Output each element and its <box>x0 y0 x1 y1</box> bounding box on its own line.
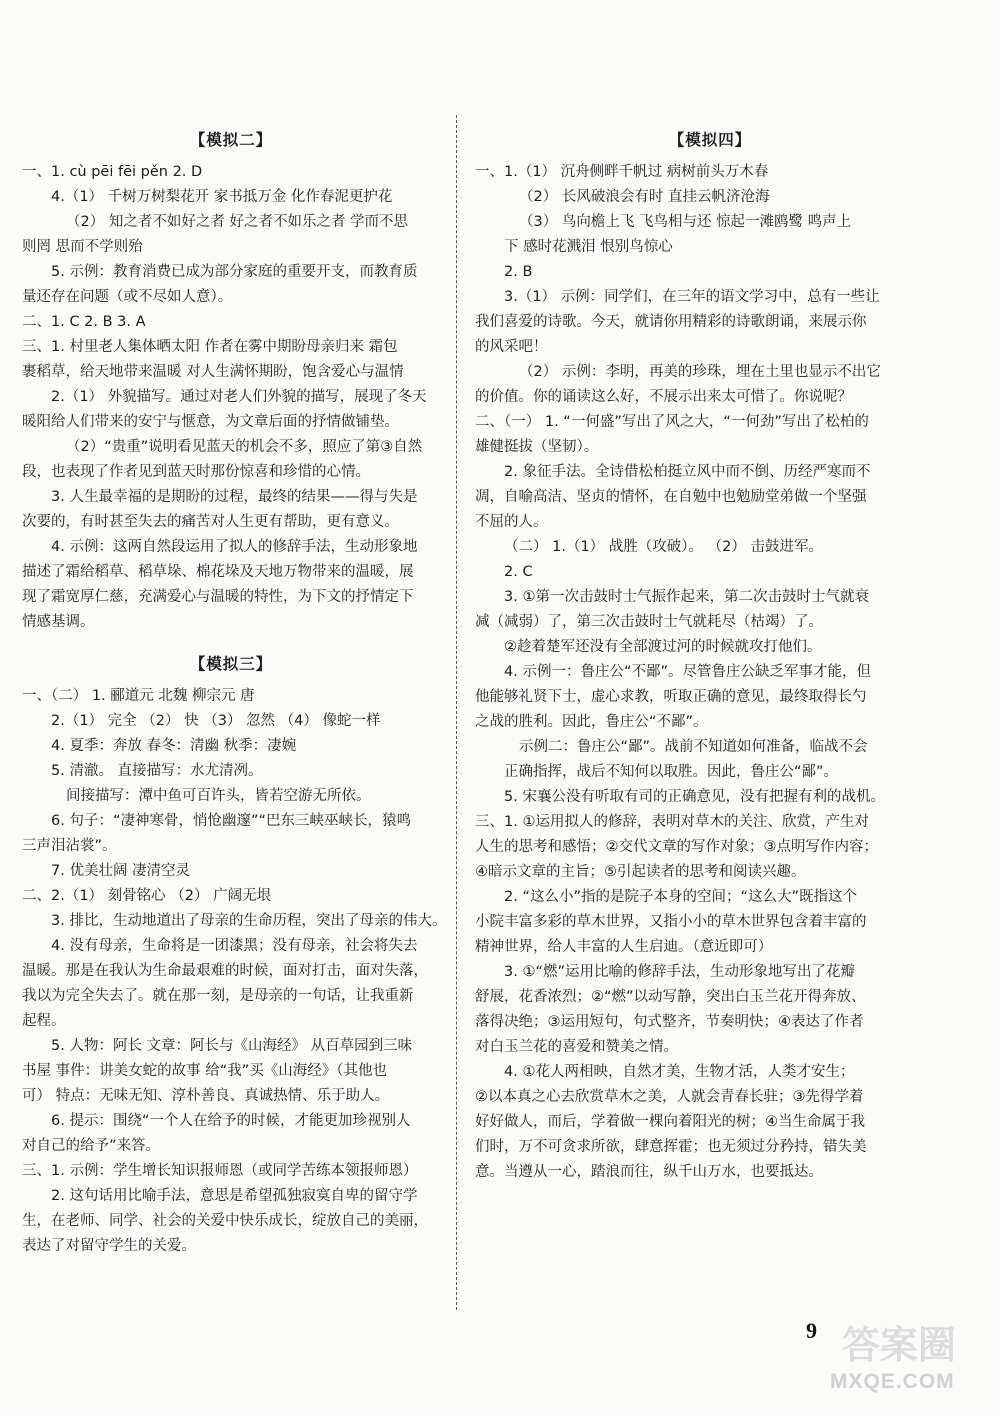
answer-line: 书屋 事件：讲美女蛇的故事 给“我”买《山海经》（其他也 <box>22 1063 387 1079</box>
answer-line: 三、1. ①运用拟人的修辞，表明对草木的关注、欣赏，产生对 <box>475 814 869 830</box>
answer-line: 三声泪沾裳”。 <box>22 838 117 854</box>
answer-line: 3. ①“燃”运用比喻的修辞手法，生动形象地写出了花瓣 <box>504 964 855 980</box>
answer-line: 三、1. 示例：学生增长知识报师恩（或同学苦练本领报师恩） <box>22 1163 418 1179</box>
section-body <box>475 160 945 1185</box>
answer-line: 现了霜宽厚仁慈，充满爱心与温暖的特性，为下文的抒情定下 <box>22 589 414 605</box>
answer-line: 2.（1） 外貌描写。通过对老人们外貌的描写，展现了冬天 <box>51 389 427 405</box>
answer-line: 3.（1） 示例：同学们，在三年的语文学习中，总有一些让 <box>504 289 880 305</box>
answer-line: 好好做人，而后，学着做一棵向着阳光的树；④当生命属于我 <box>475 1114 865 1130</box>
answer-line: 减（减弱）了，第三次击鼓时士气就耗尽（枯竭）了。 <box>475 614 823 630</box>
answer-line: 可） 特点：无味无知、淳朴善良、真诚热情、乐于助人。 <box>22 1088 390 1104</box>
answer-line: 他能够礼贤下士，虚心求教，听取正确的意见，最终取得长勺 <box>475 689 867 705</box>
answer-line: 我们喜爱的诗歌。今天，就请你用精彩的诗歌朗诵，来展示你 <box>475 314 867 330</box>
answer-line: ②趁着楚军还没有全部渡过河的时候就攻打他们。 <box>504 639 822 655</box>
answer-line: 2. 象征手法。全诗借松柏挺立风中而不倒、历经严寒而不 <box>504 464 871 480</box>
answer-line: 二、2.（1） 刻骨铭心 （2） 广阔无垠 <box>22 888 272 904</box>
answer-line: 一、1.（1） 沉舟侧畔千帆过 病树前头万木春 <box>475 164 769 180</box>
answer-line: 表达了对留守学生的关爱。 <box>22 1238 196 1254</box>
answer-line: 二、（一） 1. “一何盛”写出了风之大，“一何劲”写出了松柏的 <box>475 414 869 430</box>
answer-line: 4. 示例一：鲁庄公“不鄙”。尽管鲁庄公缺乏军事才能，但 <box>504 664 871 680</box>
answer-line: 一、（二） 1. 郦道元 北魏 柳宗元 唐 <box>22 688 255 704</box>
answer-line: 二、1. C 2. B 3. A <box>22 314 146 330</box>
answer-line: 们时，万不可贪求所欲，肆意挥霍；也无须过分矜持，错失美 <box>475 1139 867 1155</box>
answer-line: 5. 示例：教育消费已成为部分家庭的重要开支，而教育质 <box>51 264 418 280</box>
answer-line: 雄健挺拔（坚韧）。 <box>475 439 599 455</box>
answer-line: 对白玉兰花的喜爱和赞美之情。 <box>475 1039 678 1055</box>
page-number: 9 <box>806 1318 817 1343</box>
watermark-logo: 答案圈 <box>842 1323 957 1367</box>
answer-line: 我以为完全失去了。就在那一刻，是母亲的一句话，让我重新 <box>22 988 414 1004</box>
answer-line: 4. 没有母亲，生命将是一团漆黑；没有母亲，社会将失去 <box>51 938 418 954</box>
answer-line: 5. 宋襄公没有听取有司的正确意见，没有把握有利的战机。 <box>504 789 885 805</box>
right-column <box>475 128 945 1185</box>
section-title: 【模拟二】 <box>189 131 273 149</box>
left-column <box>22 128 447 1259</box>
answer-line: 一、1. cù pēi fēi pěn 2. D <box>22 164 203 180</box>
answer-line: 的价值。你的诵读这么好，不展示出来太可惜了。你说呢？ <box>475 389 852 405</box>
answer-line: 舒展，花香浓烈；②“燃”以动写静，突出白玉兰花开得奔放、 <box>475 989 866 1005</box>
answer-line: ②以本真之心去欣赏草木之美，人就会青春长驻；③先得学着 <box>475 1089 864 1105</box>
answer-line: （2） 长风破浪会有时 直挂云帆济沧海 <box>519 189 770 205</box>
answer-line: 4. 夏季：奔放 春冬：清幽 秋季：凄婉 <box>51 738 297 754</box>
answer-line: 2. 这句话用比喻手法，意思是希望孤独寂寞自卑的留守学 <box>51 1188 418 1204</box>
section-title: 【模拟四】 <box>668 131 752 149</box>
answer-line: 情感基调。 <box>22 614 95 630</box>
answer-line: 三、1. 村里老人集体晒太阳 作者在雾中期盼母亲归来 霜包 <box>22 339 398 355</box>
answer-line: 意。当遵从一心，踏浪而往，纵千山万水，也要抵达。 <box>475 1164 823 1180</box>
answer-line: （2）“贵重”说明看见蓝天的机会不多，照应了第③自然 <box>66 439 423 455</box>
answer-line: 4.（1） 千树万树梨花开 家书抵万金 化作春泥更护花 <box>51 189 393 205</box>
section-moni3 <box>22 652 447 1259</box>
answer-line: 4. ①花人两相映，自然才美，生物才活，人类才安生； <box>504 1064 855 1080</box>
answer-line: 量还存在问题（或不尽如人意）。 <box>22 289 233 305</box>
answer-line: 下 感时花溅泪 恨别鸟惊心 <box>504 239 673 255</box>
watermark <box>830 1312 995 1394</box>
answer-line: 间接描写：潭中鱼可百许头，皆若空游无所依。 <box>66 788 371 804</box>
answer-line: 7. 优美壮阔 凄清空灵 <box>51 863 191 879</box>
answer-line: 2. C <box>504 564 533 580</box>
answer-line: 描述了霜给稻草、稻草垛、棉花垛及天地万物带来的温暖，展 <box>22 564 414 580</box>
answer-line: 5. 清澈。 直接描写：水尤清冽。 <box>51 763 263 779</box>
answer-line: 小院丰富多彩的草木世界，又指小小的草木世界包含着丰富的 <box>475 914 867 930</box>
answer-line: （二） 1.（1） 战胜（攻破）。 （2） 击鼓进军。 <box>504 539 823 555</box>
answer-line: 则罔 思而不学则殆 <box>22 239 143 255</box>
answer-line: 正确指挥，战后不知何以取胜。因此，鲁庄公“鄙”。 <box>504 764 839 780</box>
column-divider <box>456 115 457 1310</box>
answer-line: 起程。 <box>22 1013 66 1029</box>
answer-line: 2.（1） 完全 （2） 快 （3） 忽然 （4） 像蛇一样 <box>51 713 381 729</box>
answer-line: （2） 示例：李明，再美的珍珠，埋在土里也显示不出它 <box>519 364 881 380</box>
section-body <box>22 160 440 635</box>
answer-line: 的风采吧！ <box>475 339 548 355</box>
answer-line: 之战的胜利。因此，鲁庄公“不鄙”。 <box>475 714 708 730</box>
answer-line: 5. 人物：阿长 文章：阿长与《山海经》 从百草园到三味 <box>51 1038 413 1054</box>
answer-line: 对自己的给予”来答。 <box>22 1138 161 1154</box>
answer-line: 2. “这么小”指的是院子本身的空间；“这么大”既指这个 <box>504 889 857 905</box>
answer-line: 暖阳给人们带来的安宁与惬意，为文章后面的抒情做铺垫。 <box>22 414 399 430</box>
answer-line: 4. 示例：这两自然段运用了拟人的修辞手法，生动形象地 <box>51 539 418 555</box>
section-title: 【模拟三】 <box>189 655 273 673</box>
answer-line: （2） 知之者不如好之者 好之者不如乐之者 学而不思 <box>66 214 409 230</box>
answer-line: 次要的，有时甚至失去的痛苦对人生更有帮助，更有意义。 <box>22 514 399 530</box>
answer-line: 落得决绝；③运用短句，句式整齐，节奏明快；④表达了作者 <box>475 1014 864 1030</box>
answer-line: 段，也表现了作者见到蓝天时那份惊喜和珍惜的心情。 <box>22 464 370 480</box>
answer-line: 裹稻草，给天地带来温暖 对人生满怀期盼，饱含爱心与温情 <box>22 364 404 380</box>
answer-line: （3） 鸟向檐上飞 飞鸟相与还 惊起一滩鸥鹭 鸣声上 <box>519 214 852 230</box>
answer-line: 生，在老师、同学、社会的关爱中快乐成长，绽放自己的美丽， <box>22 1213 428 1229</box>
section-moni2 <box>22 128 440 635</box>
answer-line: 3. ①第一次击鼓时士气振作起来，第二次击鼓时士气就衰 <box>504 589 869 605</box>
answer-line: 人生的思考和感悟；②交代文章的写作对象；③点明写作内容； <box>475 839 878 855</box>
answer-line: 凋，自喻高洁、坚贞的情怀，在自勉中也勉励堂弟做一个坚强 <box>475 489 867 505</box>
answer-line: 6. 提示：围绕“一个人在给予的时候，才能更加珍视别人 <box>51 1113 411 1129</box>
answer-line: 不屈的人。 <box>475 514 548 530</box>
section-moni4 <box>475 128 945 1185</box>
answer-line: 3. 排比，生动地道出了母亲的生命历程，突出了母亲的伟大。 <box>51 913 447 929</box>
watermark-site: MXQE.COM <box>830 1370 955 1393</box>
answer-line: 温暖。那是在我认为生命最艰难的时候，面对打击，面对失落， <box>22 963 428 979</box>
answer-line: 2. B <box>504 264 533 280</box>
answer-line: 6. 句子：“凄神寒骨，悄怆幽邃”“巴东三峡巫峡长，猿鸣 <box>51 813 411 829</box>
answer-line: ④暗示文章的主旨；⑤引起读者的思考和阅读兴趣。 <box>475 864 806 880</box>
answer-line: 精神世界，给人丰富的人生启迪。（意近即可） <box>475 939 773 955</box>
section-body <box>22 684 447 1259</box>
answer-line: 3. 人生最幸福的是期盼的过程，最终的结果——得与失是 <box>51 489 418 505</box>
answer-line: 示例二：鲁庄公“鄙”。战前不知道如何准备，临战不会 <box>519 739 868 755</box>
